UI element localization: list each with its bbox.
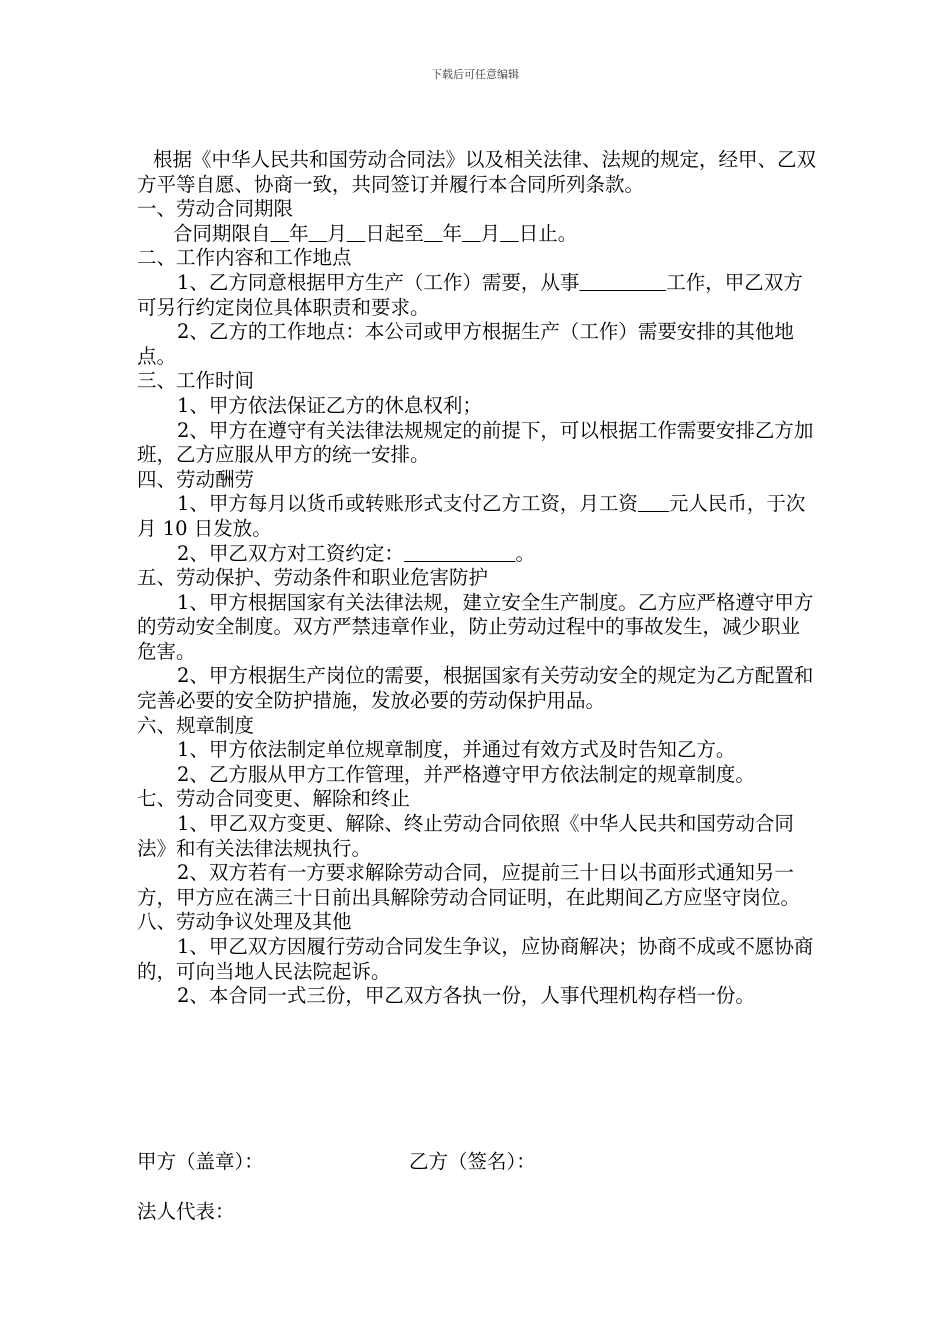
section-5-item-2: 2、甲方根据生产岗位的需要，根据国家有关劳动安全的规定为乙方配置和完善必要的安全防护措施，发放必要的劳动保护用品。 [137, 664, 814, 713]
contract-body [137, 148, 817, 1009]
section-5-title: 五、劳动保护、劳动条件和职业危害防护 [137, 566, 489, 590]
section-8-title: 八、劳动争议处理及其他 [137, 910, 352, 934]
section-4-title: 四、劳动酬劳 [137, 467, 255, 491]
job-blank [579, 271, 666, 294]
section-6-title: 六、规章制度 [137, 713, 255, 737]
section-3-title: 三、工作时间 [137, 369, 255, 393]
section-1-title: 一、劳动合同期限 [137, 197, 294, 221]
party-b-label: 乙方（签名）： [409, 1150, 536, 1173]
section-6-item-1: 1、甲方依法制定单位规章制度，并通过有效方式及时告知乙方。 [177, 738, 736, 762]
wage-agreement-blank [404, 542, 516, 565]
section-2-item-2: 2、乙方的工作地点：本公司或甲方根据生产（工作）需要安排的其他地点。 [137, 320, 794, 368]
section-8-item-2: 2、本合同一式三份，甲乙双方各执一份，人事代理机构存档一份。 [177, 984, 755, 1008]
section-6-item-2: 2、乙方服从甲方工作管理，并严格遵守甲方依法制定的规章制度。 [177, 762, 755, 786]
section-7-title: 七、劳动合同变更、解除和终止 [137, 787, 411, 811]
party-a-label: 甲方（盖章）： [137, 1150, 264, 1173]
section-7-item-2: 2、双方若有一方要求解除劳动合同，应提前三十日以书面形式通知另一方，甲方应在满三十日前出具解除劳动合同证明，在此期间乙方应坚守岗位。 [137, 861, 801, 909]
salary-blank [638, 492, 669, 515]
section-4-item-1: 1、甲方每月以货币或转账形式支付乙方工资，月工资 元人民币，于次月 10 日发放。 [137, 492, 806, 540]
legal-rep-label: 法人代表： [137, 1200, 235, 1223]
signature-row [137, 1146, 536, 1174]
section-4-item-2: 2、甲乙双方对工资约定： 。 [177, 541, 536, 565]
blank-field [462, 222, 481, 245]
intro-paragraph: 根据《中华人民共和国劳动合同法》以及相关法律、法规的规定，经甲、乙双方平等自愿、协商一致，共同签订并履行本合同所列条款。 [137, 148, 817, 196]
section-3-item-1: 1、甲方依法保证乙方的休息权利； [177, 393, 482, 417]
section-7-item-1: 1、甲乙双方变更、解除、终止劳动合同依照《中华人民共和国劳动合同法》和有关法律法规执行。 [137, 812, 794, 860]
section-2-title: 二、工作内容和工作地点 [137, 246, 352, 270]
term-clause: 合同期限自 年 月 日起至 年 月 日止。 [173, 221, 578, 245]
blank-field [424, 222, 443, 245]
blank-field [271, 222, 290, 245]
blank-field [500, 222, 519, 245]
blank-field [347, 222, 366, 245]
section-8-item-1: 1、甲乙双方因履行劳动合同发生争议，应协商解决；协商不成或不愿协商的，可向当地人民法院起诉。 [137, 935, 814, 983]
section-3-item-2: 2、甲方在遵守有关法律法规规定的前提下，可以根据工作需要安排乙方加班，乙方应服从甲方的统一安排。 [137, 418, 814, 467]
blank-field [309, 222, 328, 245]
section-2-item-1: 1、乙方同意根据甲方生产（工作）需要，从事 工作，甲乙双方可另行约定岗位具体职责和要求。 [137, 270, 803, 319]
page-header: 下载后可任意编辑 [431, 68, 519, 81]
section-5-item-1: 1、甲方根据国家有关法律法规，建立安全生产制度。乙方应严格遵守甲方的劳动安全制度。双方严禁违章作业，防止劳动过程中的事故发生，减少职业危害。 [137, 590, 814, 663]
